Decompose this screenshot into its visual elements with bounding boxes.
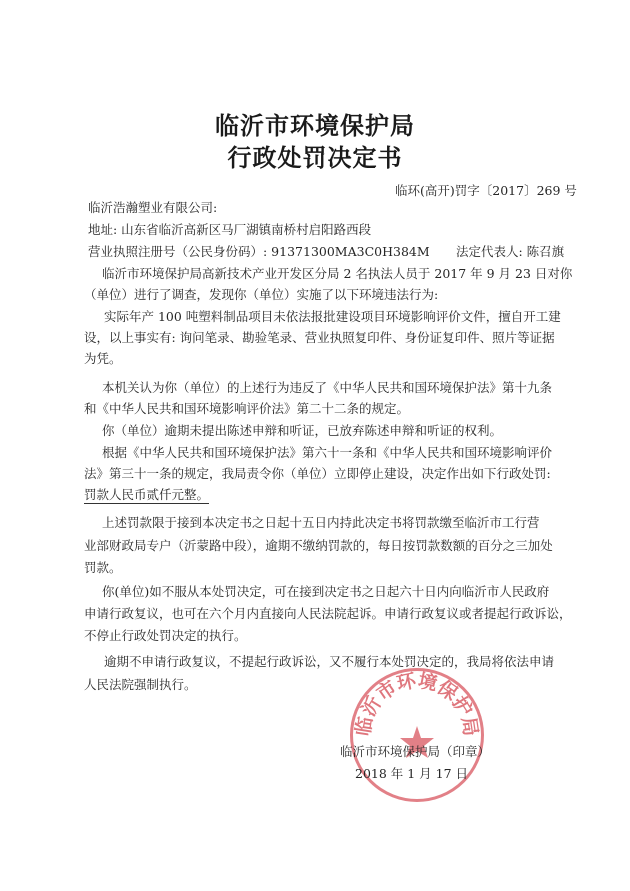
body-line: 不停止行政处罚决定的执行。 [84, 628, 247, 643]
body-line: 为凭。 [84, 351, 122, 366]
issuer-signature: 临沂市环境保护局（印章） [340, 744, 491, 759]
body-line: 业部财政局专户（沂蒙路中段），逾期不缴纳罚款的，每日按罚款数额的百分之三加处 [84, 538, 553, 553]
body-line: 你（单位）逾期未提出陈述申辩和听证，已放弃陈述申辩和听证的权利。 [102, 423, 503, 438]
body-line: 上述罚款限于接到本决定书之日起十五日内持此决定书将罚款缴至临沂市工行营 [102, 515, 540, 530]
issue-date: 2018 年 1 月 17 日 [355, 766, 469, 781]
body-line: 根据《中华人民共和国环境保护法》第六十一条和《中华人民共和国环境影响评价 [102, 445, 553, 460]
body-line: 人民法院强制执行。 [84, 677, 197, 692]
body-line: 你(单位)如不服从本处罚决定，可在接到决定书之日起六十日内向临沂市人民政府 [102, 584, 550, 599]
body-line: 罚款。 [84, 560, 122, 575]
svg-text:临沂市环境保护局 [351, 669, 481, 738]
penalty-amount: 罚款人民币贰仟元整。 [84, 487, 210, 502]
legal-representative: 法定代表人: 陈召旗 [456, 244, 565, 259]
body-line: （单位）进行了调查，发现你（单位）实施了以下环境违法行为: [84, 287, 439, 302]
company-license: 营业执照注册号（公民身份码）: 91371300MA3C0H384M [88, 244, 430, 259]
body-line: 实际年产 100 吨塑料制品项目未依法报批建设项目环境影响评价文件，擅自开工建 [104, 309, 561, 324]
document-title-line2: 行政处罚决定书 [227, 144, 403, 172]
body-line: 临沂市环境保护局高新技术产业开发区分局 2 名执法人员于 2017 年 9 月 23 日对你 [102, 266, 573, 281]
body-line: 本机关认为你（单位）的上述行为违反了《中华人民共和国环境保护法》第十九条 [102, 380, 553, 395]
seal-text: 临沂市环境保护局 [352, 669, 482, 738]
body-line: 申请行政复议，也可在六个月内直接向人民法院起诉。申请行政复议或者提起行政诉讼， [84, 606, 572, 621]
body-line: 法》第三十一条的规定，我局责令你（单位）立即停止建设，决定作出如下行政处罚: [84, 466, 551, 481]
document-title-line1: 临沂市环境保护局 [215, 112, 415, 140]
company-name: 临沂浩瀚塑业有限公司: [88, 200, 218, 215]
body-line: 逾期不申请行政复议，不提起行政诉讼，又不履行本处罚决定的，我局将依法申请 [104, 654, 555, 669]
document-number: 临环(高开)罚字〔2017〕269 号 [395, 183, 577, 198]
company-address: 地址: 山东省临沂高新区马厂湖镇南桥村启阳路西段 [88, 222, 372, 237]
body-line: 设，以上事实有: 询问笔录、勘验笔录、营业执照复印件、身份证复印件、照片等证据 [84, 330, 555, 345]
body-line: 和《中华人民共和国环境影响评价法》第二十二条的规定。 [84, 401, 410, 416]
